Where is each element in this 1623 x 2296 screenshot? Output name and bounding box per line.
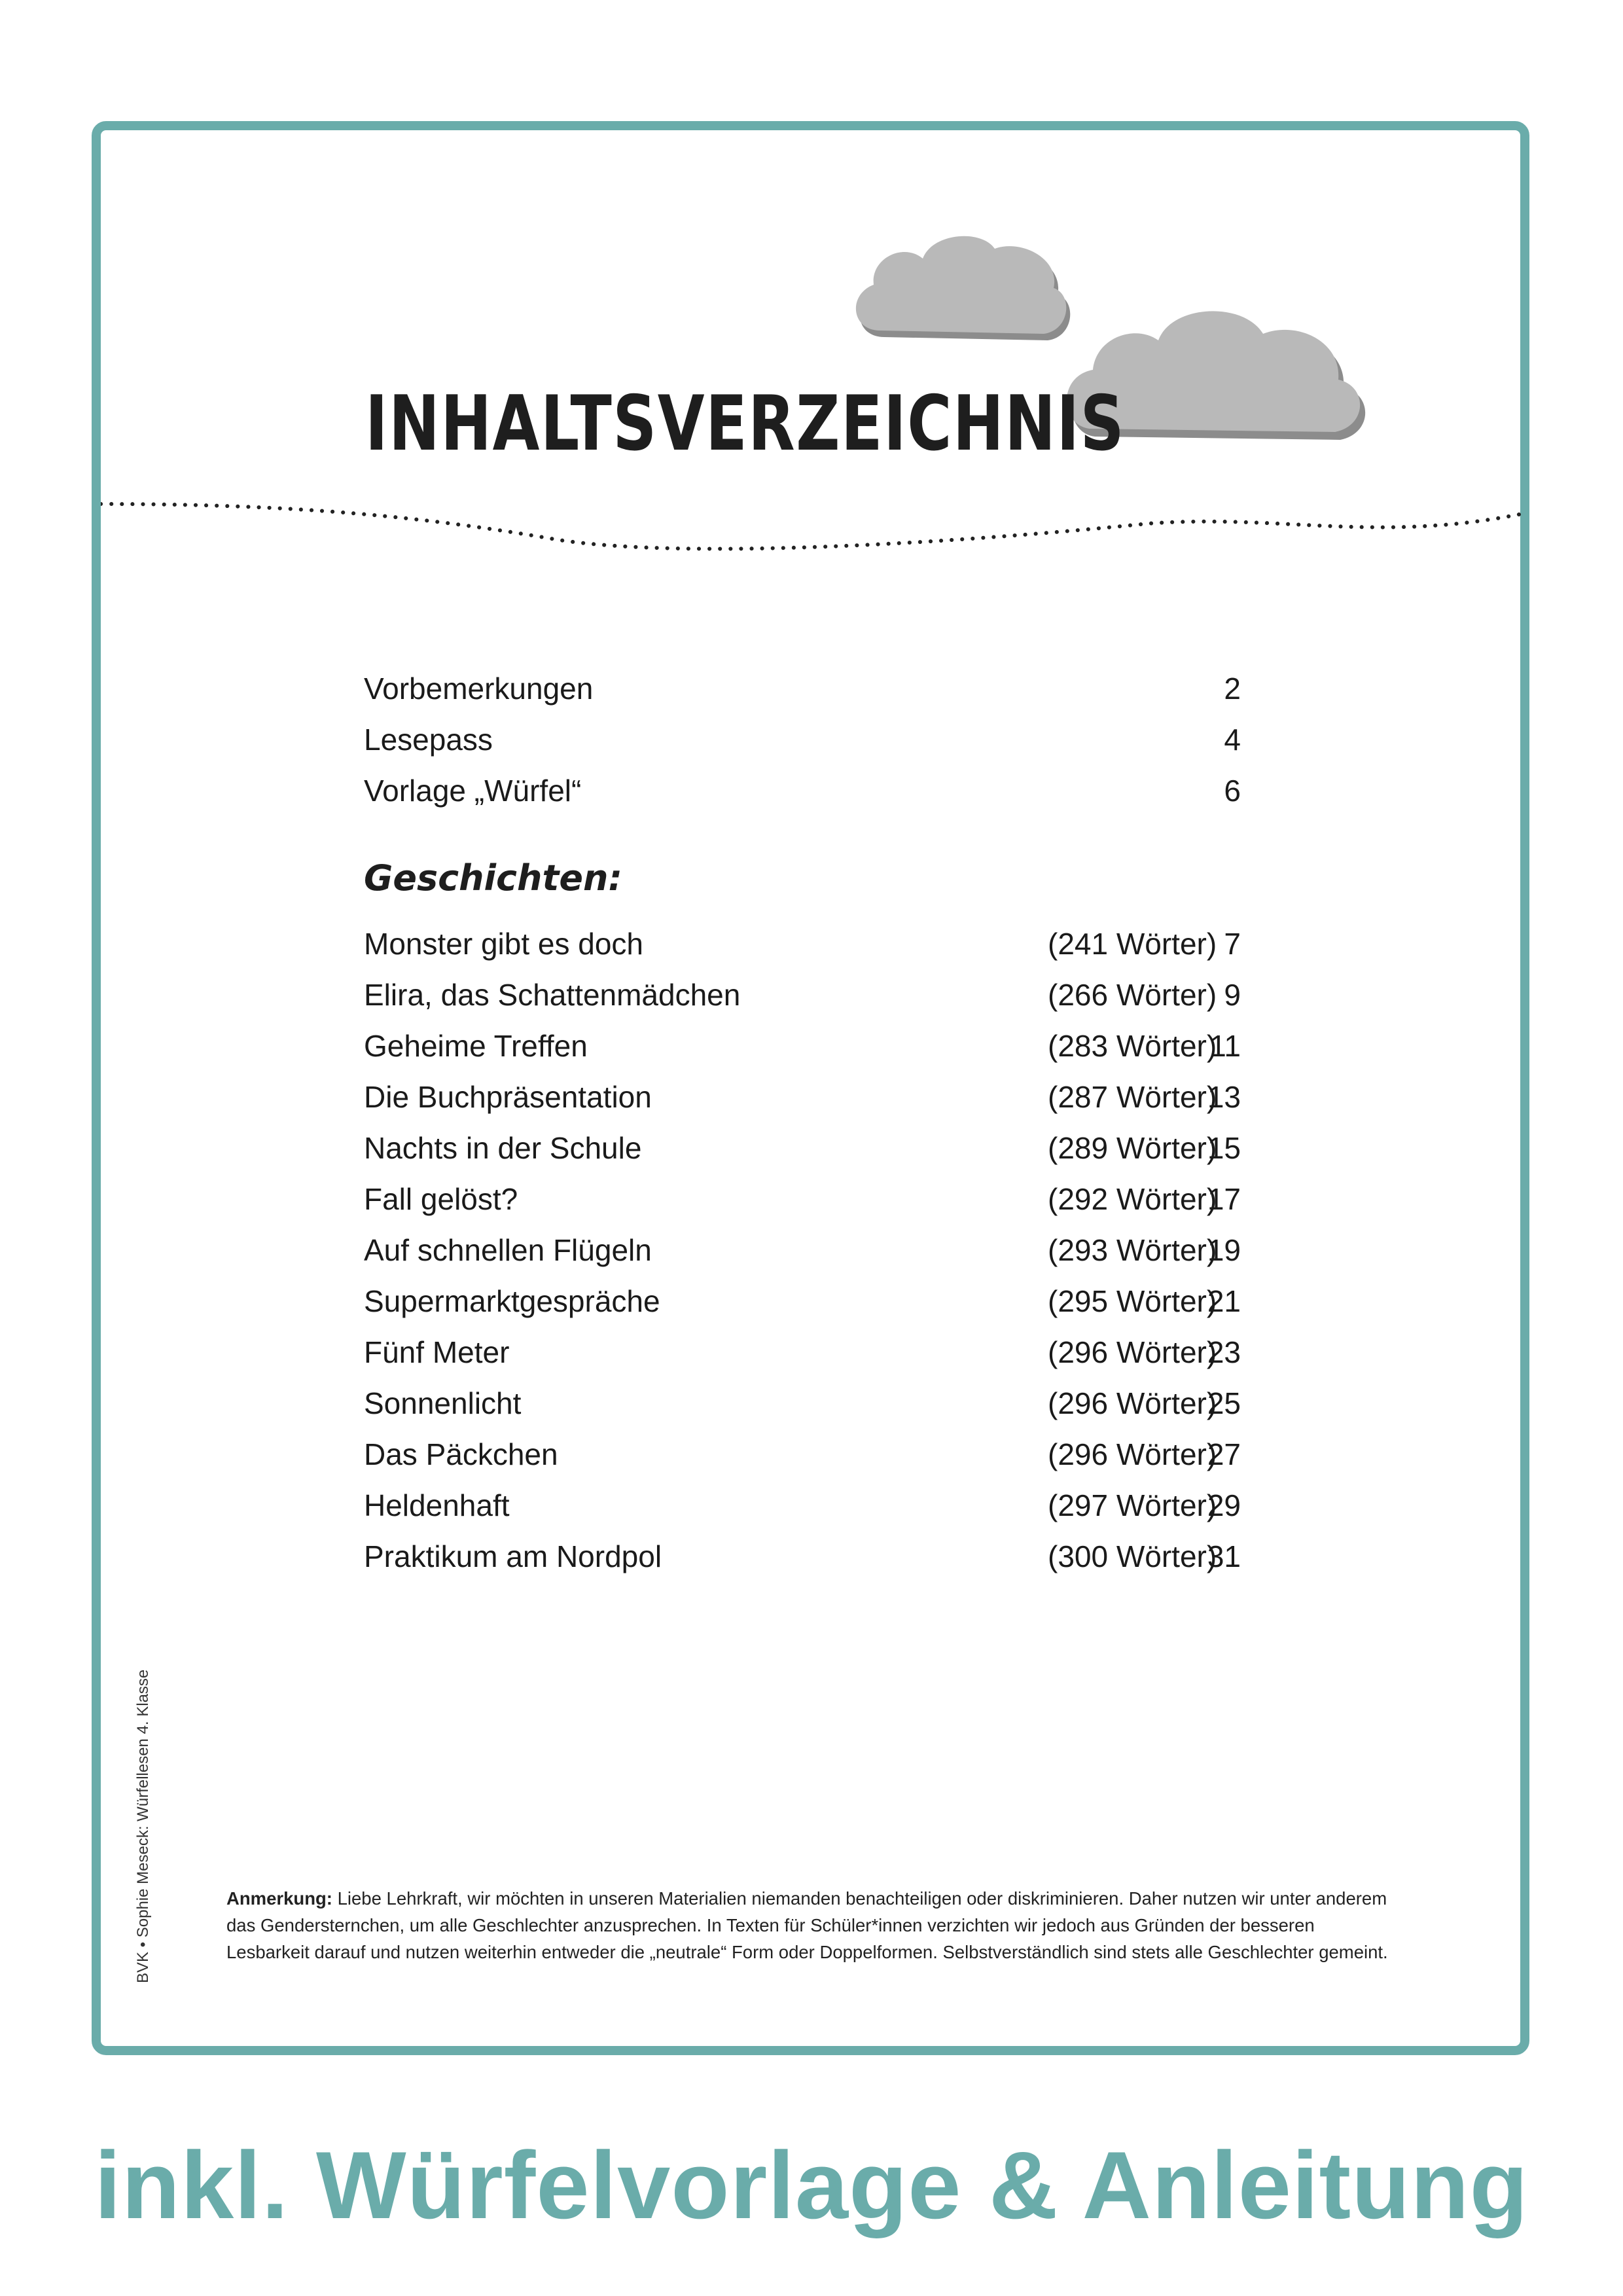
intro-entries [364, 663, 1241, 816]
toc-entry-title: Praktikum am Nordpol [364, 1539, 662, 1573]
toc-entry-page: 23 [1207, 1335, 1241, 1369]
toc-entry-page: 19 [1207, 1233, 1241, 1267]
toc-entry[interactable] [364, 1071, 1241, 1122]
toc-entry-page: 17 [1207, 1182, 1241, 1216]
toc-entry[interactable] [364, 1378, 1241, 1429]
toc-entry-word-count: (289 Wörter) [1048, 1131, 1217, 1165]
note-text: Liebe Lehrkraft, wir möchten in unseren Materialien niemanden benachteiligen oder diskriminieren. Daher nutzen wir unter anderem das Gendersternchen, um alle Geschlechter anzusprechen. In Texten für Schüler*innen verzichten wir jedoch aus Gründen der besseren Lesbarkeit darauf und nutzen weiterhin entweder die „neutrale“ Form oder Doppelformen. Selbstverständlich sind stets alle Geschlechter gemeint. [226, 1888, 1388, 1962]
toc-entry[interactable] [364, 765, 1241, 816]
toc-entry-page: 27 [1207, 1437, 1241, 1471]
toc-entry-page: 4 [1224, 723, 1241, 757]
toc-entry-page: 7 [1224, 927, 1241, 961]
toc-entry-title: Geheime Treffen [364, 1029, 588, 1063]
toc-entry[interactable] [364, 1122, 1241, 1174]
toc-entry-title: Fall gelöst? [364, 1182, 518, 1216]
stories-heading: Geschichten: [364, 857, 622, 899]
toc-entry-page: 29 [1207, 1488, 1241, 1522]
toc-entry-title: Nachts in der Schule [364, 1131, 642, 1165]
toc-entry-page: 21 [1207, 1284, 1241, 1318]
promo-banner: inkl. Würfelvorlage & Anleitung [94, 2132, 1529, 2238]
toc-entry-page: 31 [1207, 1539, 1241, 1573]
toc-entry-word-count: (283 Wörter) [1048, 1029, 1217, 1063]
toc-entry-word-count: (292 Wörter) [1048, 1182, 1217, 1216]
toc-entry[interactable] [364, 663, 1241, 714]
toc-entry[interactable] [364, 1020, 1241, 1071]
toc-entry-word-count: (296 Wörter) [1048, 1335, 1217, 1369]
toc-entry-word-count: (300 Wörter) [1048, 1539, 1217, 1573]
toc-entry-title: Das Päckchen [364, 1437, 558, 1471]
toc-entry-page: 6 [1224, 774, 1241, 808]
toc-entry-page: 15 [1207, 1131, 1241, 1165]
story-entries [364, 918, 1241, 1582]
toc-entry-title: Vorbemerkungen [364, 672, 594, 706]
toc-entry[interactable] [364, 1276, 1241, 1327]
toc-entry-word-count: (266 Wörter) [1048, 978, 1217, 1012]
toc-entry-title: Auf schnellen Flügeln [364, 1233, 652, 1267]
toc-entry-word-count: (287 Wörter) [1048, 1080, 1217, 1114]
toc-entry[interactable] [364, 918, 1241, 969]
cloud-icon [856, 236, 1070, 340]
page-title: INHALTSVERZEICHNIS [365, 380, 1126, 468]
toc-entry-title: Lesepass [364, 723, 493, 757]
toc-entry[interactable] [364, 969, 1241, 1020]
toc-entry-title: Fünf Meter [364, 1335, 510, 1369]
toc-entry-page: 9 [1224, 978, 1241, 1012]
toc-entry[interactable] [364, 1174, 1241, 1225]
toc-entry-word-count: (293 Wörter) [1048, 1233, 1217, 1267]
toc-entry-page: 25 [1207, 1386, 1241, 1420]
toc-entry-word-count: (297 Wörter) [1048, 1488, 1217, 1522]
note-label: Anmerkung: [226, 1888, 332, 1909]
toc-entry[interactable] [364, 1480, 1241, 1531]
toc-entry-page: 13 [1207, 1080, 1241, 1114]
toc-entry-title: Die Buchpräsentation [364, 1080, 652, 1114]
toc-entry[interactable] [364, 1225, 1241, 1276]
toc-entry-title: Supermarktgespräche [364, 1284, 660, 1318]
toc-entry[interactable] [364, 1531, 1241, 1582]
toc-entry-word-count: (241 Wörter) [1048, 927, 1217, 961]
toc-entry-title: Vorlage „Würfel“ [364, 774, 582, 808]
toc-entry-word-count: (296 Wörter) [1048, 1437, 1217, 1471]
toc-entry-title: Elira, das Schattenmädchen [364, 978, 741, 1012]
toc-entry[interactable] [364, 1429, 1241, 1480]
toc-entry-page: 11 [1209, 1029, 1241, 1063]
toc-entry-title: Monster gibt es doch [364, 927, 644, 961]
teacher-note [226, 1885, 1398, 1965]
toc-entry[interactable] [364, 714, 1241, 765]
toc-entry-title: Sonnenlicht [364, 1386, 522, 1420]
toc-entry[interactable] [364, 1327, 1241, 1378]
toc-entry-word-count: (296 Wörter) [1048, 1386, 1217, 1420]
dotted-wave-divider [101, 484, 1522, 563]
side-credit: BVK • Sophie Meseck: Würfellesen 4. Klasse [134, 1669, 152, 1983]
toc-entry-title: Heldenhaft [364, 1488, 510, 1522]
toc-entry-word-count: (295 Wörter) [1048, 1284, 1217, 1318]
toc-entry-page: 2 [1224, 672, 1241, 706]
